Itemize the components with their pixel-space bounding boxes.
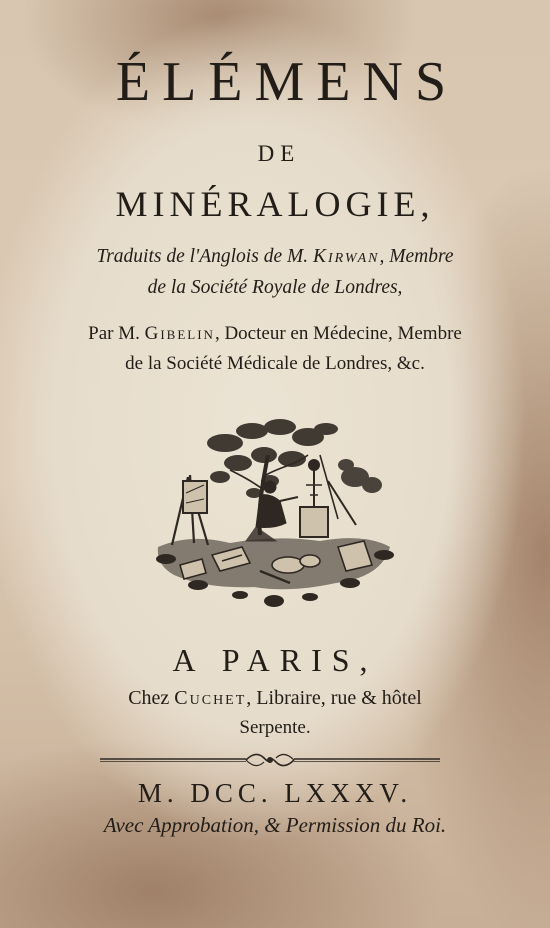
translator-prefix: Par M.: [88, 323, 145, 344]
translation-suffix: , Membre: [379, 246, 454, 267]
translation-line-2: de la Société Royale de Londres,: [147, 277, 403, 298]
cloud: [338, 459, 382, 493]
translation-line-1: [0, 247, 550, 267]
imprint-publisher: [0, 688, 550, 708]
translator-suffix: , Docteur en Médecine, Membre: [214, 323, 462, 344]
imprint-city: A PARIS,: [172, 642, 378, 678]
translation-prefix: Traduits de l'Anglois de M.: [96, 246, 313, 267]
translator-name: Gibelin: [144, 323, 215, 344]
publication-date: M. DCC. LXXXV.: [137, 778, 413, 808]
ornamental-rule: [96, 748, 444, 770]
publisher-suffix: , Libraire, rue & hôtel: [246, 687, 422, 709]
translator-line-1: [0, 324, 550, 343]
title-connector: DE: [257, 141, 301, 166]
approbation-line: Avec Approbation, & Permission du Roi.: [103, 813, 447, 837]
publisher-prefix: Chez: [128, 687, 175, 709]
publisher-name: Cuchet: [174, 687, 247, 709]
translator-line-2: de la Société Médicale de Londres, &c.: [125, 353, 425, 374]
engraved-vignette: [150, 415, 400, 615]
author-name: Kirwan: [312, 246, 380, 267]
book-subject: MINÉRALOGIE,: [115, 184, 435, 224]
easel: [172, 475, 208, 545]
book-title: ÉLÉMENS: [115, 51, 459, 113]
imprint-street: Serpente.: [239, 717, 311, 738]
